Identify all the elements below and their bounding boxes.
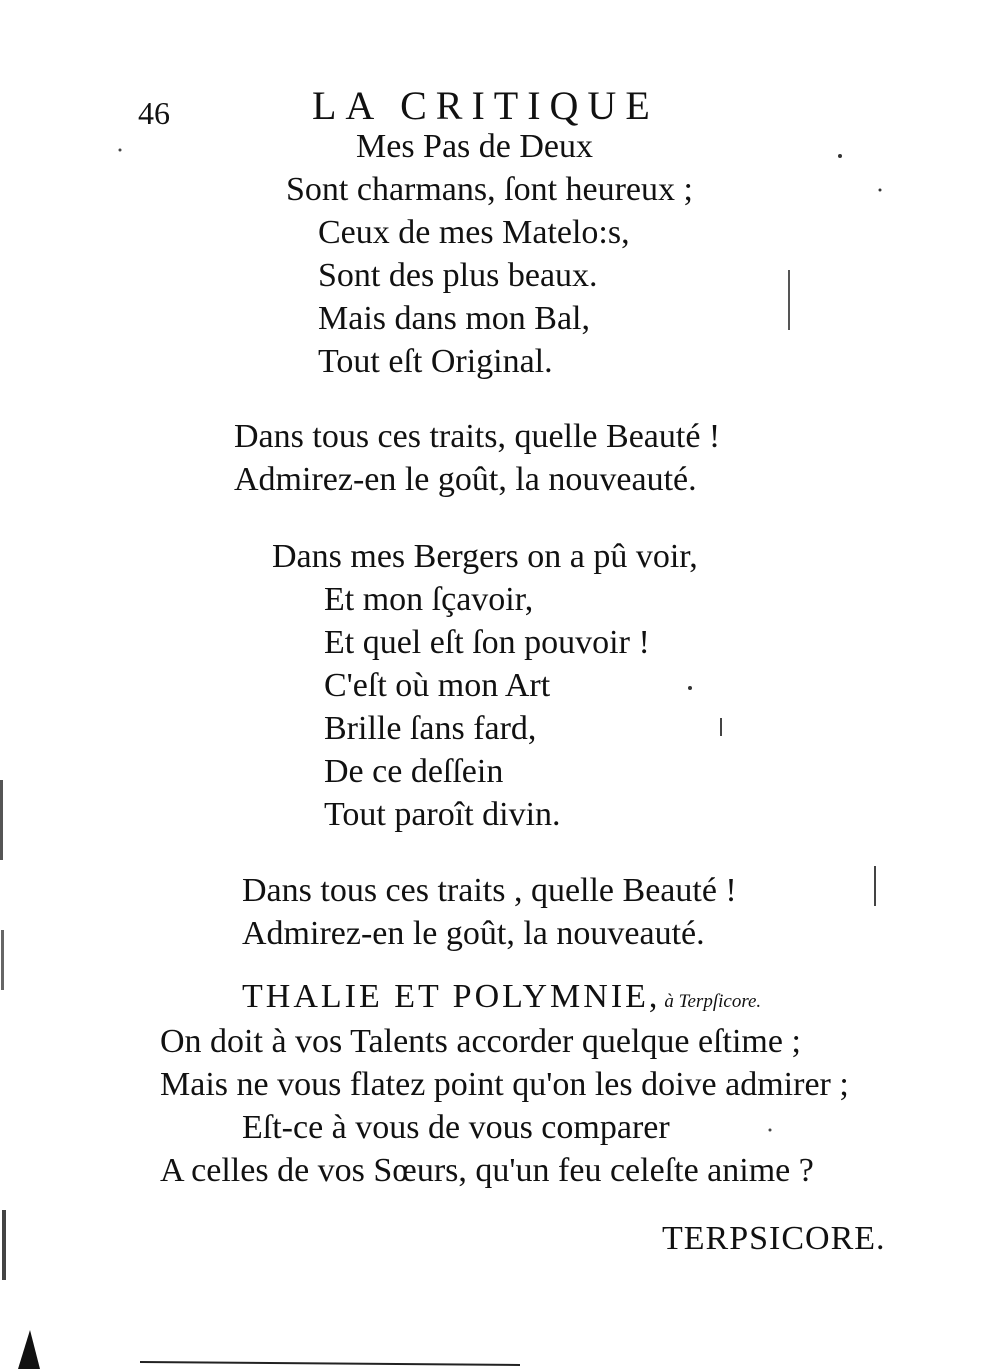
catchword: TERPSICORE. [662,1220,886,1257]
binding-edge-mark [0,780,3,860]
verse-line: Sont des plus beaux. [318,257,598,294]
running-title: LA CRITIQUE [312,83,659,128]
speech-line: A celles de vos Sœurs, qu'un feu celeſte anime ? [160,1152,814,1189]
corner-shadow [18,1330,40,1369]
refrain-line: Admirez-en le goût, la nouveauté. [234,461,697,498]
verse-line: Ceux de mes Matelo:s, [318,214,630,251]
refrain-line: Dans tous ces traits, quelle Beauté ! [234,418,721,455]
speck [788,270,790,330]
verse-line: Et mon ſçavoir, [324,581,534,618]
speck [879,189,882,192]
verse-line: C'eſt où mon Art [324,667,551,704]
page-number: 46 [138,95,170,131]
binding-edge-mark [2,1210,6,1280]
speaker-addressee: à Terpſicore. [664,991,762,1012]
speck [769,1129,772,1132]
verse-line: Brille ſans fard, [324,710,537,747]
speech-line: On doit à vos Talents accorder quelque eſtime ; [160,1023,801,1060]
verse-line: Tout eſt Original. [318,343,553,380]
speck [688,686,692,690]
verse-line: Mes Pas de Deux [356,128,594,165]
verse-line: Tout paroît divin. [324,796,561,833]
speaker-name: THALIE ET POLYMNIE, [242,978,661,1015]
verse-line: Mais dans mon Bal, [318,300,590,337]
speck [838,154,842,158]
verse-line: De ce deſſein [324,753,504,790]
refrain-line: Admirez-en le goût, la nouveauté. [242,915,705,952]
speck [720,718,722,736]
binding-edge-mark [1,930,4,990]
speck [119,149,122,152]
bottom-edge-line [140,1362,520,1365]
speech-line: Mais ne vous flatez point qu'on les doive admirer ; [160,1066,849,1103]
speck [874,866,876,906]
speech-line: Eſt-ce à vous de vous comparer [242,1109,670,1146]
verse-line: Sont charmans, ſont heureux ; [286,171,693,208]
verse-line: Et quel eſt ſon pouvoir ! [324,624,650,661]
verse-line: Dans mes Bergers on a pû voir, [272,538,698,575]
refrain-line: Dans tous ces traits , quelle Beauté ! [242,872,737,909]
